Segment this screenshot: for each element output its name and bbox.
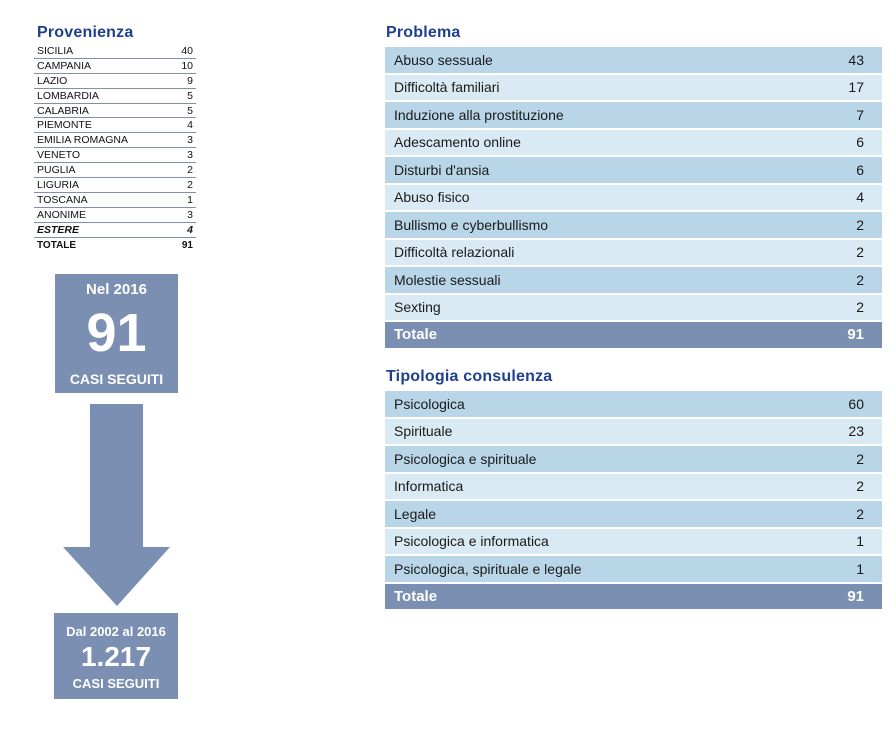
- table-row: [385, 295, 882, 321]
- row-label: Difficoltà familiari: [394, 79, 500, 96]
- total-label: Totale: [394, 587, 438, 605]
- row-label: Psicologica: [394, 395, 465, 412]
- region-label: EMILIA ROMAGNA: [37, 134, 129, 147]
- table-row: [385, 529, 882, 555]
- row-label: Difficoltà relazionali: [394, 244, 515, 261]
- region-label: ESTERE: [37, 223, 80, 236]
- row-label: Sexting: [394, 299, 441, 316]
- row-value: 43: [848, 51, 864, 68]
- row-label: Abuso fisico: [394, 189, 470, 206]
- region-value: 4: [187, 223, 193, 236]
- row-label: Bullismo e cyberbullismo: [394, 216, 549, 233]
- total-cases-caption: CASI SEGUITI: [72, 676, 160, 691]
- list-item: [34, 104, 196, 119]
- year-cases-box: [55, 274, 178, 393]
- total-cases-box: [54, 613, 178, 699]
- table-row: [385, 419, 882, 445]
- row-value: 2: [856, 450, 864, 467]
- table-row: [385, 185, 882, 211]
- row-value: 17: [848, 79, 864, 96]
- table-row: [385, 267, 882, 293]
- table-row: [385, 212, 882, 238]
- region-label: VENETO: [37, 149, 80, 162]
- region-label: PUGLIA: [37, 164, 76, 177]
- row-label: Disturbi d'ansia: [394, 161, 490, 178]
- region-value: 5: [187, 89, 193, 102]
- table-row: [385, 130, 882, 156]
- region-value: 3: [187, 134, 193, 147]
- row-value: 2: [856, 299, 864, 316]
- list-item: [34, 148, 196, 163]
- table-row: [385, 556, 882, 582]
- row-value: 6: [856, 161, 864, 178]
- region-value: 2: [187, 178, 193, 191]
- table-row: [385, 501, 882, 527]
- total-label: Totale: [394, 326, 438, 344]
- region-label: LIGURIA: [37, 178, 80, 191]
- year-cases-caption: CASI SEGUITI: [69, 371, 164, 387]
- row-value: 1: [856, 560, 864, 577]
- total-label: TOTALE: [37, 239, 77, 251]
- region-value: 5: [187, 104, 193, 117]
- table-row: [385, 75, 882, 101]
- table-total-row: [385, 322, 882, 348]
- row-value: 1: [856, 533, 864, 550]
- row-value: 2: [856, 271, 864, 288]
- row-value: 2: [856, 478, 864, 495]
- region-label: LAZIO: [37, 74, 68, 87]
- region-value: 3: [187, 208, 193, 221]
- list-item: [34, 193, 196, 208]
- provenienza-list: [34, 44, 196, 252]
- row-label: Spirituale: [394, 423, 453, 440]
- region-label: LOMBARDIA: [37, 89, 99, 102]
- list-item: [34, 74, 196, 89]
- list-item: [34, 44, 196, 59]
- consulenza-title: Tipologia consulenza: [386, 368, 553, 385]
- row-label: Induzione alla prostituzione: [394, 106, 564, 123]
- total-cases-number: 1.217: [80, 641, 152, 672]
- region-label: ANONIME: [37, 208, 87, 221]
- row-label: Abuso sessuale: [394, 51, 493, 68]
- region-value: 2: [187, 164, 193, 177]
- row-label: Psicologica, spirituale e legale: [394, 560, 582, 577]
- row-label: Psicologica e spirituale: [394, 450, 537, 467]
- list-item: [34, 223, 196, 238]
- row-value: 2: [856, 505, 864, 522]
- list-item: [34, 89, 196, 104]
- list-item: [34, 163, 196, 178]
- row-label: Legale: [394, 505, 437, 522]
- total-value: 91: [181, 239, 193, 251]
- row-value: 60: [848, 395, 864, 412]
- region-value: 40: [181, 44, 193, 57]
- down-arrow-icon: [63, 404, 173, 608]
- total-value: 91: [847, 326, 864, 344]
- row-label: Psicologica e informatica: [394, 533, 549, 550]
- table-row: [385, 391, 882, 417]
- year-cases-number: 91: [86, 303, 147, 363]
- year-label: Nel 2016: [86, 281, 147, 298]
- region-label: PIEMONTE: [37, 119, 92, 132]
- list-total: [34, 238, 196, 253]
- table-row: [385, 474, 882, 500]
- table-row: [385, 446, 882, 472]
- list-item: [34, 208, 196, 223]
- consulenza-table: [385, 391, 882, 611]
- region-value: 4: [187, 119, 193, 132]
- row-label: Adescamento online: [394, 134, 521, 151]
- total-value: 91: [847, 587, 864, 605]
- list-item: [34, 59, 196, 74]
- region-label: TOSCANA: [37, 193, 88, 206]
- region-value: 3: [187, 149, 193, 162]
- list-item: [34, 178, 196, 193]
- row-value: 23: [848, 423, 864, 440]
- region-label: SICILIA: [37, 44, 74, 57]
- problema-title: Problema: [386, 24, 461, 41]
- region-label: CALABRIA: [37, 104, 89, 117]
- row-value: 2: [856, 216, 864, 233]
- list-item: [34, 118, 196, 133]
- row-value: 6: [856, 134, 864, 151]
- table-row: [385, 47, 882, 73]
- table-row: [385, 157, 882, 183]
- period-label: Dal 2002 al 2016: [66, 624, 166, 639]
- problema-table: [385, 47, 882, 350]
- row-value: 4: [856, 189, 864, 206]
- provenienza-title: Provenienza: [37, 24, 134, 41]
- row-value: 2: [856, 244, 864, 261]
- table-row: [385, 102, 882, 128]
- region-label: CAMPANIA: [37, 59, 92, 72]
- region-value: 10: [181, 59, 193, 72]
- row-label: Informatica: [394, 478, 464, 495]
- list-item: [34, 133, 196, 148]
- row-label: Molestie sessuali: [394, 271, 501, 288]
- row-value: 7: [856, 106, 864, 123]
- table-total-row: [385, 584, 882, 610]
- table-row: [385, 240, 882, 266]
- region-value: 9: [187, 74, 193, 87]
- region-value: 1: [187, 193, 193, 206]
